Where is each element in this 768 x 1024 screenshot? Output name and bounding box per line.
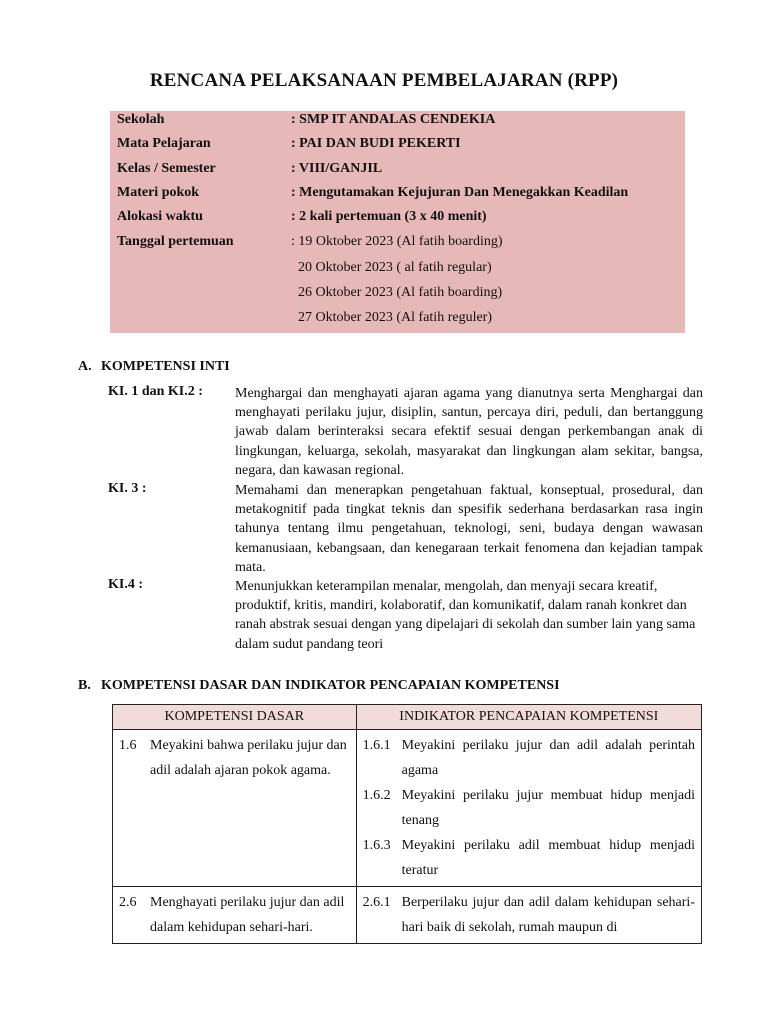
indicator-item [363, 890, 695, 940]
table-header-row [113, 705, 702, 730]
indicator-cell [356, 730, 701, 887]
header-indicator: INDIKATOR PENCAPAIAN KOMPETENSI [356, 705, 701, 730]
kd-cell [113, 887, 357, 944]
ki-text: Menunjukkan keterampilan menalar, mengolah, dan menyaji secara kreatif, produktif, kritis, mandiri, kolaboratif, dan komunikatif, dalam ranah konkret dan ranah abstrak sesuai dengan yang dipelajari di sekolah dan sumber lain yang sama dalam sudut pandang teori [235, 579, 696, 652]
info-label: Sekolah [117, 112, 165, 127]
ki-text: Memahami dan menerapkan pengetahuan faktual, konseptual, prosedural, dan metakognitif pada tingkat teknis dan spesifik sederhana berdasarkan rasa ingin tahunya tentang ilmu pengetahuan, teknologi, seni, budaya dengan wawasan kemanusiaan, kebangsaan, dan kenegaraan terkait fenomena dan kejadian tampak mata. [235, 483, 703, 575]
indicator-cell [356, 887, 701, 944]
ki-label: KI.4 : [108, 577, 143, 592]
indicator-item [363, 733, 695, 783]
ki-label: KI. 3 : [108, 481, 147, 496]
competency-table [112, 704, 702, 944]
document-title: RENCANA PELAKSANAAN PEMBELAJARAN (RPP) [149, 70, 619, 91]
info-value: 26 Oktober 2023 (Al fatih boarding) [298, 285, 503, 300]
header-kd: KOMPETENSI DASAR [113, 705, 357, 730]
info-box [110, 111, 685, 333]
table-row [113, 887, 702, 944]
info-value: : 2 kali pertemuan (3 x 40 menit) [291, 209, 487, 224]
info-label: Materi pokok [117, 185, 200, 200]
info-value: : SMP IT ANDALAS CENDEKIA [291, 112, 496, 127]
info-value: : Mengutamakan Kejujuran Dan Menegakkan Keadilan [291, 185, 629, 200]
indicator-text: Berperilaku jujur dan adil dalam kehidupan sehari-hari baik di sekolah, rumah maupun di [401, 895, 695, 935]
kd-number: 1.6 [119, 738, 137, 753]
info-label: Mata Pelajaran [117, 136, 211, 151]
info-value: : 19 Oktober 2023 (Al fatih boarding) [291, 234, 503, 249]
section-a-heading [78, 359, 230, 375]
info-label: Tanggal pertemuan [117, 234, 234, 249]
section-letter: B. [78, 678, 91, 693]
table-row [113, 730, 702, 887]
kd-text: Meyakini bahwa perilaku jujur dan adil adalah ajaran pokok agama. [150, 738, 347, 778]
info-value: 20 Oktober 2023 ( al fatih regular) [298, 260, 492, 275]
section-title: KOMPETENSI INTI [101, 359, 230, 374]
section-b-heading [78, 678, 560, 694]
indicator-number: 1.6.2 [362, 788, 391, 803]
info-value: : VIII/GANJIL [291, 161, 383, 176]
section-title: KOMPETENSI DASAR DAN INDIKATOR PENCAPAIAN KOMPETENSI [101, 678, 560, 693]
indicator-text: Meyakini perilaku adil membuat hidup menjadi teratur [401, 838, 695, 878]
indicator-number: 2.6.1 [362, 895, 391, 910]
indicator-text: Meyakini perilaku jujur membuat hidup menjadi tenang [401, 788, 695, 828]
info-label: Kelas / Semester [117, 161, 216, 176]
kd-text: Menghayati perilaku jujur dan adil dalam kehidupan sehari-hari. [150, 895, 345, 935]
kd-number: 2.6 [119, 895, 137, 910]
indicator-item [363, 783, 695, 833]
indicator-number: 1.6.1 [362, 738, 391, 753]
ki-label: KI. 1 dan KI.2 : [108, 384, 203, 399]
ki-text: Menghargai dan menghayati ajaran agama yang dianutnya serta Menghargai dan menghayati perilaku jujur, disiplin, santun, percaya diri, peduli, dan bertanggung jawab dalam berinteraksi secara efektif sesuai dengan perkembangan anak di lingkungan, keluarga, sekolah, masyarakat dan lingkungan alam sekitar, bangsa, negara, dan kawasan regional. [235, 386, 703, 478]
indicator-item [363, 833, 695, 883]
info-label: Alokasi waktu [117, 209, 203, 224]
info-value: : PAI DAN BUDI PEKERTI [291, 136, 461, 151]
kd-cell [113, 730, 357, 887]
indicator-number: 1.6.3 [362, 838, 391, 853]
info-value: 27 Oktober 2023 (Al fatih reguler) [298, 310, 492, 325]
section-letter: A. [78, 359, 92, 374]
indicator-text: Meyakini perilaku jujur dan adil adalah perintah agama [401, 738, 695, 778]
